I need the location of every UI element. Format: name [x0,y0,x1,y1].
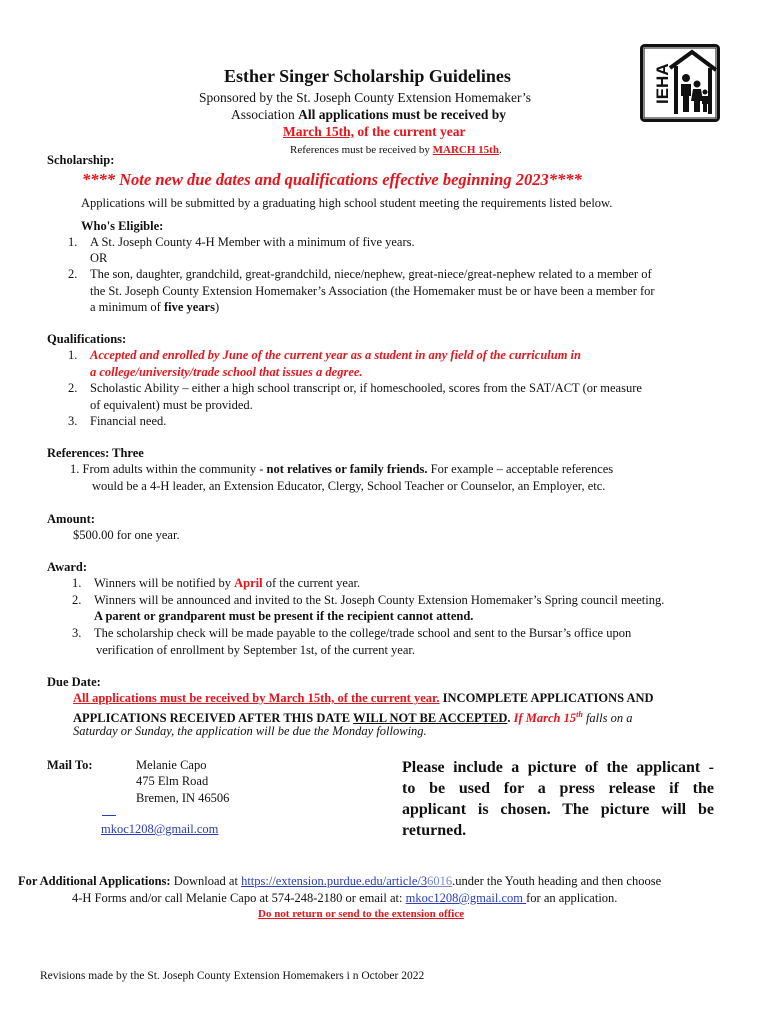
additional-line-2: 4-H Forms and/or call Melanie Capo at 574-248-2180 or email at: mkoc1208@gmail.com for an application. [72,891,618,905]
intro-text: Applications will be submitted by a graduating high school student meeting the requirements listed below. [81,196,613,210]
do-not-return-warning: Do not return or send to the extension office [258,908,465,920]
mail-to-label: Mail To: [47,758,93,772]
mail-to-email-link[interactable]: mkoc1208@gmail.com [101,822,219,836]
revision-footer: Revisions made by the St. Joseph County Extension Homemakers i n October 2022 [40,970,425,982]
mail-to-dash [102,815,116,816]
additional-line-1: For Additional Applications: Download at https://extension.purdue.edu/article/36016.under the Youth heading and then choose [18,874,662,888]
qualification-item-2-line2: of equivalent) must be provided. [90,398,253,412]
mail-to-name: Melanie Capo [136,758,207,772]
award-item-3-line2: verification of enrollment by September 1st, of the current year. [96,643,415,657]
reference-item-1-line2: would be a 4-H leader, an Extension Educator, Clergy, School Teacher or Counselor, an Employer, etc. [92,479,606,493]
picture-note: Please include a picture of the applicant - to be used for a press release if the applicant is chosen. The picture will be returned. [402,759,714,839]
award-item-1: 1. Winners will be notified by April of the current year. [72,576,361,590]
reference-item-1: 1. From adults within the community - not relatives or family friends. For example – acceptable references [70,462,614,476]
download-link[interactable]: https://extension.purdue.edu/article/3 [241,874,428,888]
mail-to-city: Bremen, IN 46506 [136,791,230,805]
eligible-item-1: 1. A St. Joseph County 4-H Member with a minimum of five years. [68,235,415,249]
due-date-line-2: APPLICATIONS RECEIVED AFTER THIS DATE WILL NOT BE ACCEPTED. If March 15th falls on a [73,710,633,726]
contact-email-link[interactable]: mkoc1208@gmail.com [405,891,527,905]
award-heading: Award: [47,560,88,574]
eligible-heading: Who's Eligible: [81,219,164,233]
award-item-2-line2: A parent or grandparent must be present if the recipient cannot attend. [94,609,474,623]
page-title: Esther Singer Scholarship Guidelines [224,66,511,86]
logo-text: IEHA [653,63,672,104]
ieha-logo [640,44,720,122]
award-item-2: 2. Winners will be announced and invited to the St. Joseph County Extension Homemaker’s Spring council meeting. [72,593,665,607]
references-heading: References: Three [47,446,144,460]
sponsor-line-1: Sponsored by the St. Joseph County Extension Homemaker’s [199,90,531,105]
eligible-item-2-line2: the St. Joseph County Extension Homemaker’s Association (the Homemaker must be or have been a member for [90,284,655,298]
deadline-line: March 15th, of the current year [283,124,466,139]
qualification-item-3: 3. Financial need. [68,414,167,428]
due-date-line-3: Saturday or Sunday, the application will be due the Monday following. [73,724,427,738]
note-banner: **** Note new due dates and qualifications effective beginning 2023**** [82,170,582,189]
due-date-heading: Due Date: [47,675,101,689]
eligible-item-2-line3: a minimum of five years) [90,300,220,314]
mail-to-street: 475 Elm Road [136,774,209,788]
qualification-item-1: 1. Accepted and enrolled by June of the current year as a student in any field of the curriculum in [68,348,581,362]
scholarship-label: Scholarship: [47,153,115,167]
eligible-or: OR [90,251,108,265]
qualification-item-1-line2: a college/university/trade school that issues a degree. [90,365,363,379]
eligible-item-2: 2. The son, daughter, grandchild, great-grandchild, niece/nephew, great-niece/great-nephew related to a member of [68,267,652,281]
award-item-3: 3. The scholarship check will be made payable to the college/trade school and sent to the Bursar’s office upon [72,626,632,640]
due-date-line-1: All applications must be received by March 15th, of the current year. INCOMPLETE APPLICATIONS AND [73,691,654,705]
qualifications-heading: Qualifications: [47,332,127,346]
amount-heading: Amount: [47,512,95,526]
references-note: References must be received by MARCH 15th. [290,144,502,156]
amount-value: $500.00 for one year. [73,528,180,542]
sponsor-line-2: Association All applications must be received by [231,107,507,122]
qualification-item-2: 2. Scholastic Ability – either a high school transcript or, if homeschooled, scores from the SAT/ACT (or measure [68,381,642,395]
